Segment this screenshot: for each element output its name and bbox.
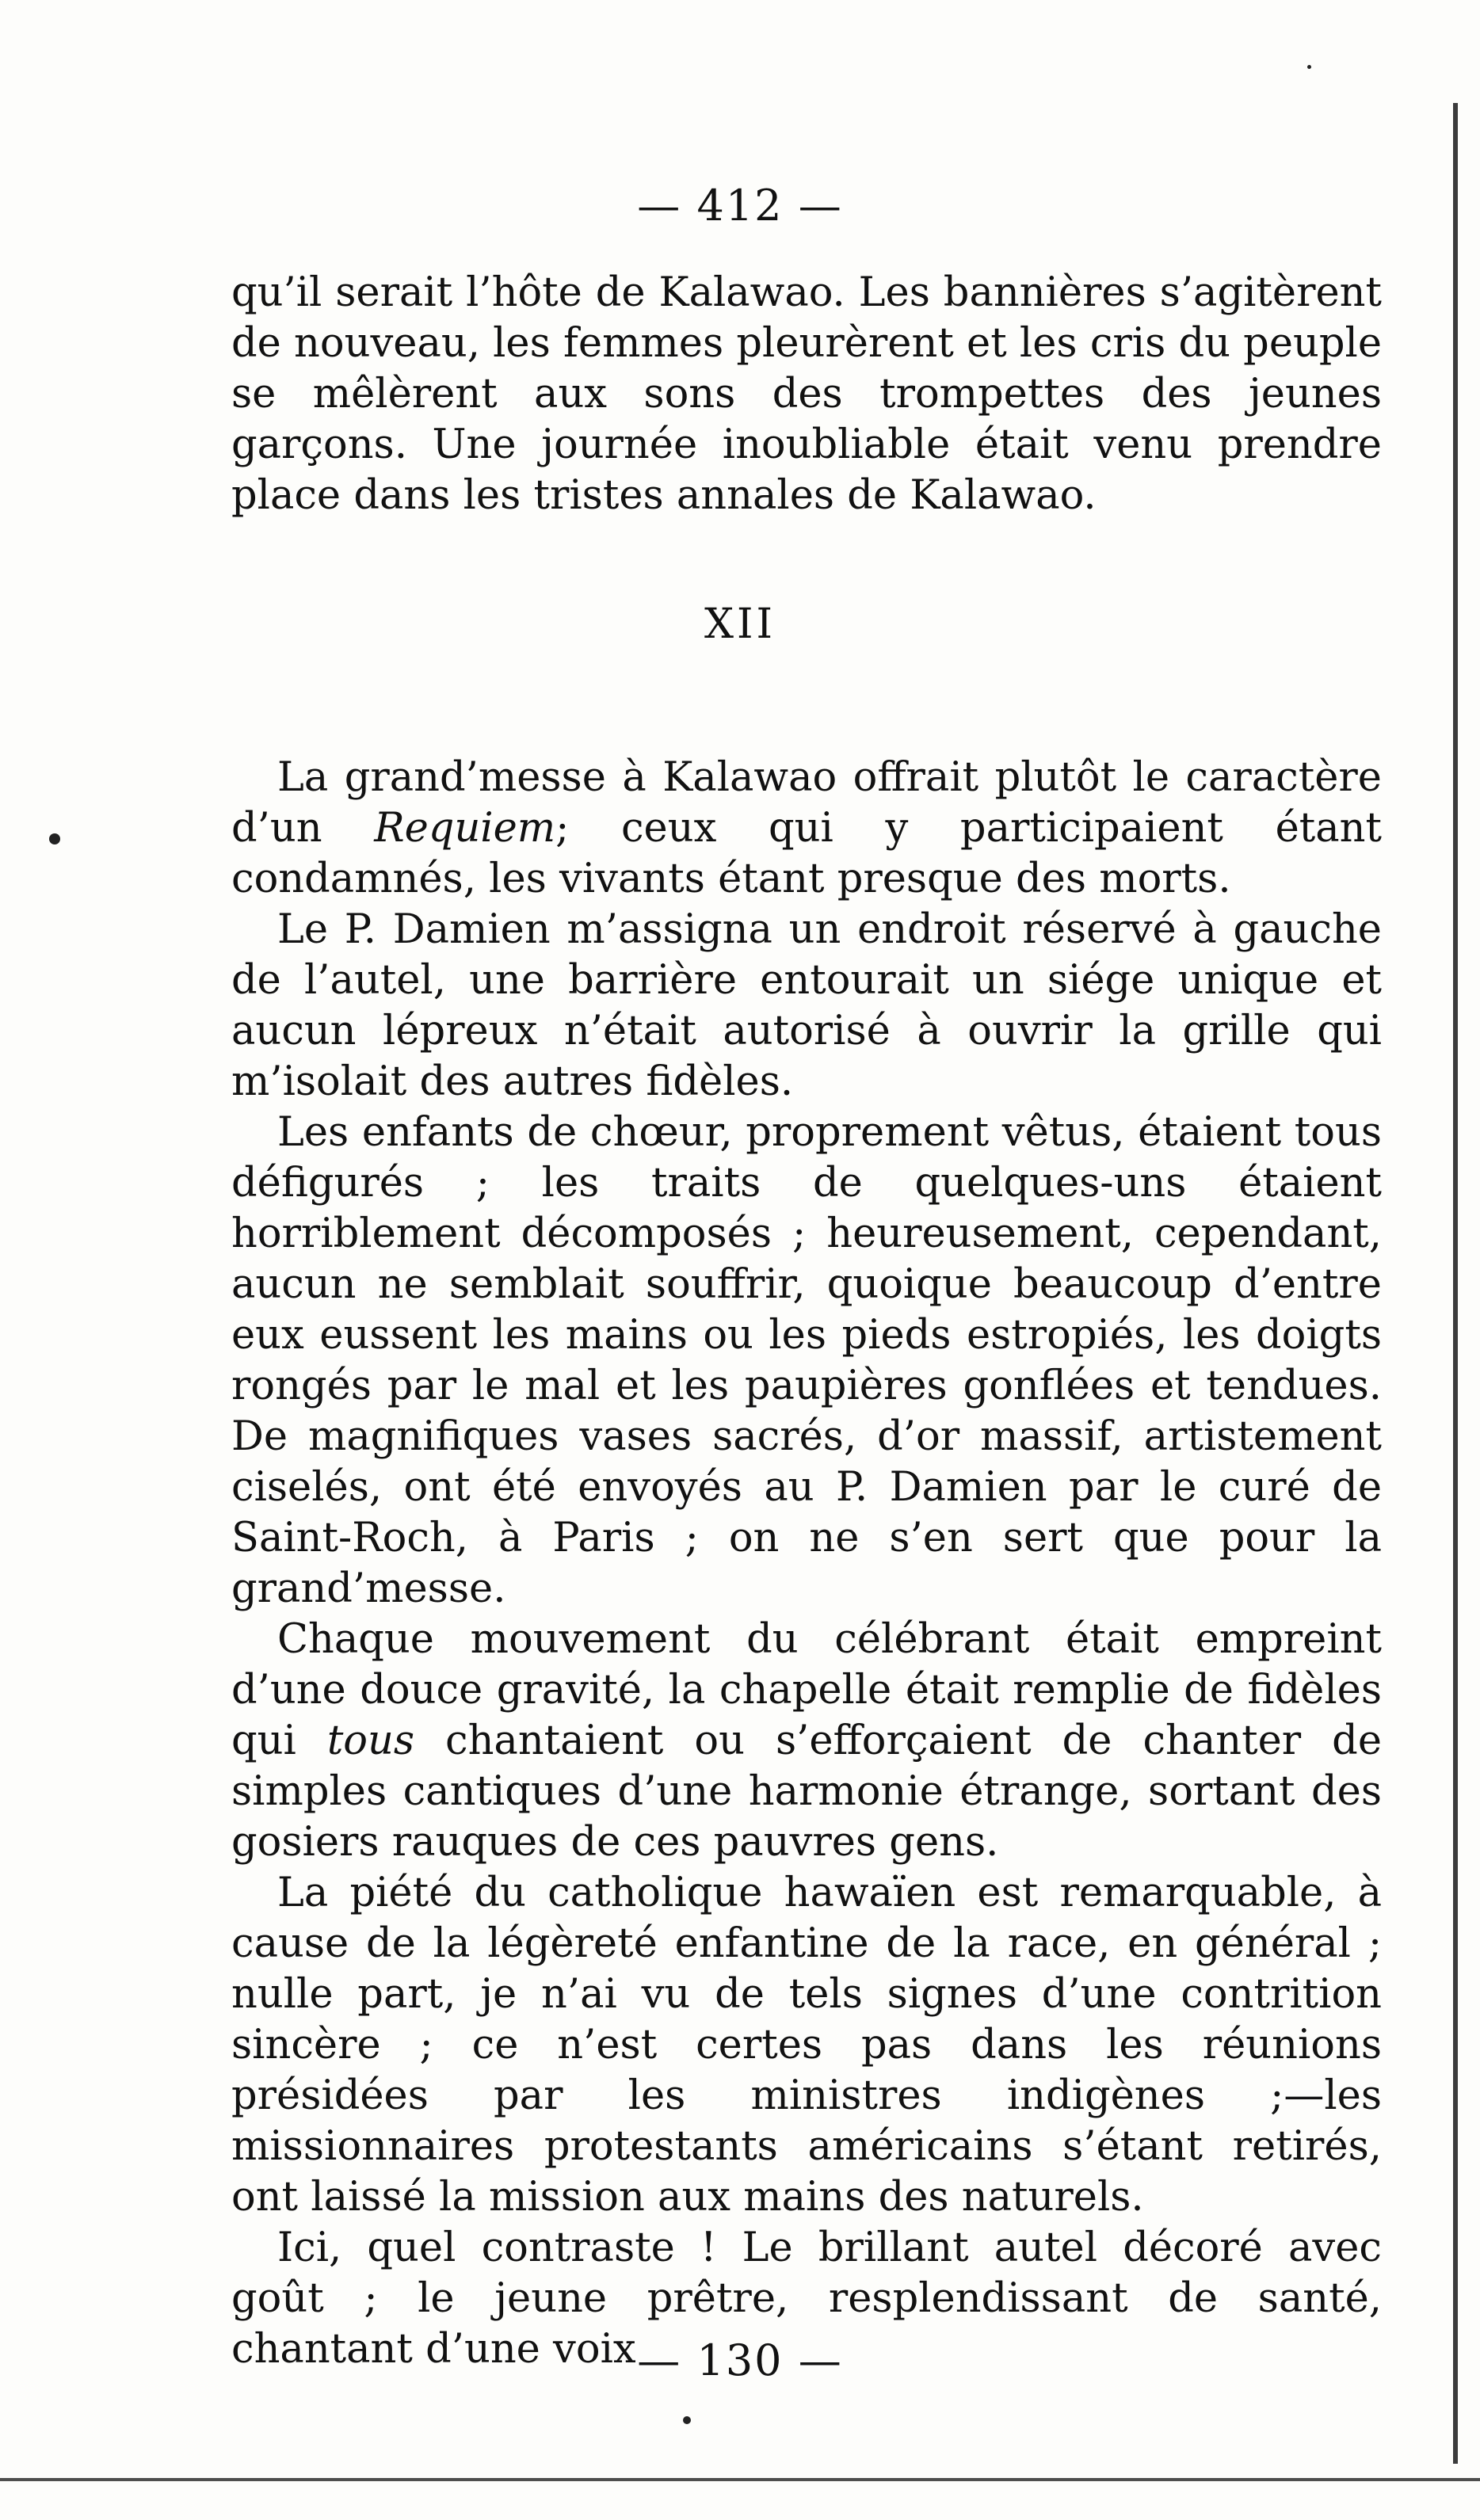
section-heading: XII [704, 600, 776, 648]
opening-text-block [231, 268, 1382, 521]
paragraph-requiem-prefix: La grand’messe à Kalawao offrait plutôt le caractère d’un [231, 754, 1382, 852]
paragraph-celebrant-italic: tous [326, 1717, 415, 1764]
paragraph-hawaiian-piety: La piété du catholique hawaïen est remarquable, à cause de la légèreté enfantine de la race, en général ; nulle part, je n’ai vu de tels signes d’une contrition sincère ; ce n’est certes pas dans les réunions présidées par les ministres indigènes ;—les missionnaires protestants américains s’étant retirés, ont laissé la mission aux mains des naturels. [231, 1870, 1382, 2221]
paragraph-requiem [231, 753, 1382, 905]
paragraph-requiem-suffix: ; ceux qui y participaient étant condamnés, les vivants étant presque des morts. [231, 805, 1382, 902]
paragraph-damien-seat: Le P. Damien m’assigna un endroit réservé à gauche de l’autel, une barrière entourait un siége unique et aucun lépreux n’était autorisé à ouvrir la grille qui m’isolait des autres fidèles. [231, 906, 1382, 1105]
paragraph-contrast: Ici, quel contraste ! Le brillant autel décoré avec goût ; le jeune prêtre, resplendissant de santé, chantant d’une voix [231, 2225, 1382, 2373]
bottom-edge-line [0, 2478, 1480, 2481]
paragraph-celebrant-suffix: chantaient ou s’efforçaient de chanter de simples cantiques d’une harmonie étrange, sortant des gosiers rauques de ces pauvres gens. [231, 1717, 1383, 1866]
paragraph-celebrant [231, 1615, 1382, 1868]
paragraph-requiem-italic: Requiem [374, 805, 556, 852]
opening-paragraph: qu’il serait l’hôte de Kalawao. Les bannières s’agitèrent de nouveau, les femmes pleurèrent et les cris du peuple se mêlèrent aux sons des trompettes des jeunes garçons. Une journée inoubliable était venu prendre place dans les tristes annales de Kalawao. [231, 269, 1382, 519]
paragraph-celebrant-prefix: Chaque mouvement du célébrant était empreint d’une douce gravité, la chapelle était remplie de fidèles qui [231, 1616, 1382, 1764]
page-edge-shadow [1453, 103, 1458, 2464]
scan-speck [683, 2416, 691, 2424]
running-head-page-number: — 412 — [637, 181, 843, 231]
scan-speck [1307, 65, 1311, 69]
section-text-block [231, 753, 1382, 2375]
paragraph-choir-children: Les enfants de chœur, proprement vêtus, étaient tous défigurés ; les traits de quelques-uns étaient horriblement décomposés ; heureusement, cependant, aucun ne semblait souffrir, quoique beaucoup d’entre eux eussent les mains ou les pieds estropiés, les doigts rongés par le mal et les paupières gonflées et tendues. De magnifiques vases sacrés, d’or massif, artistement ciselés, ont été envoyés au P. Damien par le curé de Saint-Roch, à Paris ; on ne s’en sert que pour la grand’messe. [231, 1109, 1382, 1612]
scan-speck [49, 833, 60, 844]
folio-page-number: — 130 — [637, 2335, 843, 2385]
